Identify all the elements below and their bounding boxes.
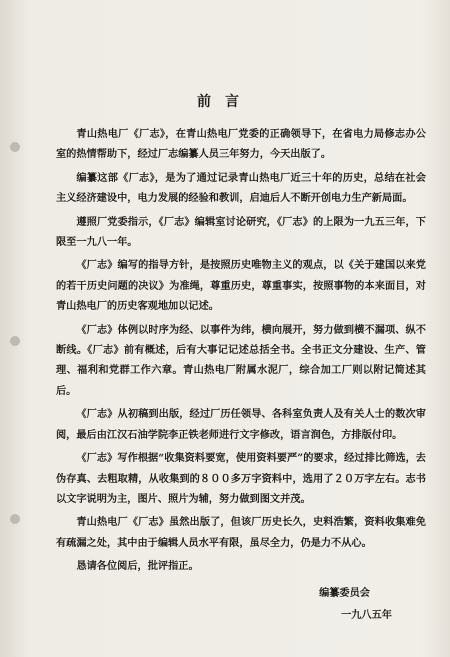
paragraph: 《厂志》从初稿到出版，经过厂历任领导、各科室负责人及有关人士的数次审阅，最后由江汉石油学院李正铁老师进行文字修改，语言润色，方排版付印。 — [56, 408, 426, 441]
paragraph: 编纂这部《厂志》，是为了通过记录青山热电厂近三十年的历史，总结在社会主义经济建设中，电力发展的经验和教训，启迪后人不断开创电力生产新局面。 — [56, 171, 426, 205]
paragraph: 《厂志》写作根据“收集资料要宽，使用资料要严”的要求，经过排比筛选，去伪存真、去粗取精，从收集到的８００多万字资料中，选用了２０万字左右。志书以文字说明为主，图片、照片为辅，努力做到图文并茂。 — [56, 452, 426, 505]
paragraph: 恳请各位阅后，批评指正。 — [76, 560, 199, 573]
binding-hole-mark — [10, 336, 20, 346]
signature-date: 一九八五年 — [341, 609, 392, 621]
preface-body — [56, 124, 426, 580]
binding-hole-mark — [10, 514, 20, 524]
signature-committee: 编纂委员会 — [319, 587, 370, 599]
paragraph: 《厂志》编写的指导方针，是按照历史唯物主义的观点，以《关于建国以来党的若干历史问题的决议》为准绳，尊重历史，尊重事实，按照事物的本来面目，对青山热电厂的历史客观地加以记述。 — [56, 259, 426, 313]
paragraph: 青山热电厂《厂志》，在青山热电厂党委的正确领导下，在省电力局修志办公室的热情帮助下，经过厂志编纂人员三年努力，今天出版了。 — [56, 128, 426, 161]
paragraph: 《厂志》体例以时序为经、以事件为纬，横向展开，努力做到横不漏项、纵不断线。《厂志》前有概述，后有大事记记述总括全书。全书正文分建设、生产、管理、福利和党群工作六章。青山热电厂附属水泥厂，综合加工厂则以附记简述其后。 — [56, 323, 426, 397]
paragraph: 遵照厂党委指示，《厂志》编辑室讨论研究，《厂志》的上限为一九五三年，下限至一九八一年。 — [56, 215, 426, 249]
paragraph: 青山热电厂《厂志》虽然出版了，但该厂历史长久，史料浩繁，资料收集难免有疏漏之处，其中由于编辑人员水平有限，虽尽全力，仍是力不从心。 — [56, 516, 426, 549]
page-title: 前言 — [197, 94, 253, 110]
binding-hole-mark — [10, 142, 20, 152]
